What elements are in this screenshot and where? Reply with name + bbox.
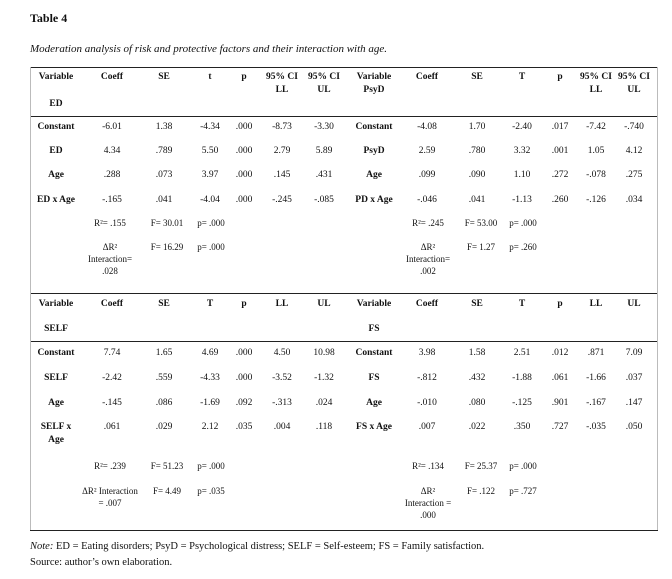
interaction-stat: ΔR² Interaction = .000 — [404, 486, 452, 520]
model-stat: p= .000 — [197, 461, 225, 471]
table-cell: 2.79 — [273, 146, 291, 156]
table-cell: .272 — [551, 170, 569, 180]
table-cell: .000 — [235, 170, 253, 180]
model-stat: p= .000 — [509, 461, 537, 471]
table-cell: 1.38 — [155, 122, 173, 132]
interaction-stat: F= .122 — [466, 486, 496, 496]
table-cell: .118 — [315, 422, 333, 432]
table-note — [30, 541, 484, 552]
table-cell: .789 — [155, 146, 173, 156]
row-label: Age — [48, 398, 64, 408]
column-header: SE — [471, 72, 483, 82]
row-label: FS — [368, 373, 380, 383]
table-cell: .260 — [551, 195, 569, 205]
table-cell: -.812 — [417, 373, 437, 383]
row-label: PD x Age — [355, 195, 393, 205]
interaction-stat: ΔR² Interaction= .028 — [87, 242, 133, 276]
table-cell: -3.52 — [272, 373, 292, 383]
table-rule — [30, 530, 658, 531]
note-label: Note: — [30, 541, 54, 552]
table-cell: -4.08 — [417, 122, 437, 132]
table-cell: 1.05 — [587, 146, 605, 156]
table-cell: .034 — [625, 195, 643, 205]
column-header: Coeff — [415, 72, 439, 82]
table-cell: .901 — [551, 398, 569, 408]
column-header: 95% CI LL — [580, 72, 612, 95]
table-cell: .090 — [468, 170, 486, 180]
table-cell: -1.69 — [200, 398, 220, 408]
table-cell: .147 — [625, 398, 643, 408]
interaction-stat: p= .260 — [509, 242, 537, 252]
table-cell: .086 — [155, 398, 173, 408]
table-cell: .432 — [468, 373, 486, 383]
table-cell: .041 — [468, 195, 486, 205]
column-header: LL — [589, 299, 603, 309]
table-cell: 1.65 — [155, 348, 173, 358]
table-caption: Moderation analysis of risk and protective factors and their interaction with age. — [30, 43, 388, 55]
column-header: p — [241, 72, 247, 82]
interaction-stat: ΔR² Interaction = .007 — [82, 486, 138, 508]
table-cell: 2.51 — [513, 348, 531, 358]
table-cell: -2.40 — [512, 122, 532, 132]
table-cell: 4.50 — [273, 348, 291, 358]
table-cell: -4.33 — [200, 373, 220, 383]
table-cell: -.046 — [417, 195, 437, 205]
interaction-stat: p= .035 — [197, 486, 225, 496]
table-cell: 5.89 — [315, 146, 333, 156]
column-header: SE — [158, 299, 170, 309]
table-cell: .780 — [468, 146, 486, 156]
table-cell: 1.10 — [513, 170, 531, 180]
predictor-subheader: SELF — [44, 324, 68, 334]
table-cell: -.245 — [272, 195, 292, 205]
table-cell: .017 — [551, 122, 569, 132]
model-stat: F= 30.01 — [150, 218, 184, 228]
table-cell: .080 — [468, 398, 486, 408]
column-header: Coeff — [415, 299, 439, 309]
table-cell: -.125 — [512, 398, 532, 408]
row-label: Constant — [355, 348, 393, 358]
table-cell: .024 — [315, 398, 333, 408]
column-header: p — [241, 299, 247, 309]
table-cell: .000 — [235, 348, 253, 358]
table-cell: -3.30 — [314, 122, 334, 132]
predictor-subheader: FS — [368, 324, 380, 334]
column-header: T — [206, 299, 214, 309]
model-stat: F= 25.37 — [464, 461, 498, 471]
table-cell: 4.12 — [625, 146, 643, 156]
table-cell: 2.12 — [201, 422, 219, 432]
table-cell: 4.34 — [103, 146, 121, 156]
table-cell: .073 — [155, 170, 173, 180]
table-cell: .035 — [235, 422, 253, 432]
table-cell: -.313 — [272, 398, 292, 408]
table-cell: 7.74 — [103, 348, 121, 358]
row-label: PsyD — [363, 146, 385, 156]
table-cell: .092 — [235, 398, 253, 408]
table-cell: -.085 — [314, 195, 334, 205]
table-rule — [30, 116, 658, 117]
table-cell: .022 — [468, 422, 486, 432]
interaction-stat: F= 4.49 — [152, 486, 182, 496]
row-label: SELF — [44, 373, 68, 383]
table-cell: .029 — [155, 422, 173, 432]
model-stat: p= .000 — [197, 218, 225, 228]
table-cell: .288 — [103, 170, 121, 180]
interaction-stat: ΔR² Interaction= .002 — [405, 242, 451, 276]
row-label: FS x Age — [356, 422, 392, 432]
model-stat: R²= .155 — [94, 218, 126, 228]
table-cell: -4.04 — [200, 195, 220, 205]
column-header: T — [518, 299, 526, 309]
column-header: 95% CI LL — [266, 72, 298, 95]
table-cell: -.167 — [586, 398, 606, 408]
table-cell: .727 — [551, 422, 569, 432]
table-cell: -.740 — [624, 122, 644, 132]
table-rule — [30, 341, 658, 342]
column-header: SE — [158, 72, 170, 82]
table-cell: -6.01 — [102, 122, 122, 132]
row-label: Age — [48, 170, 64, 180]
table-cell: .559 — [155, 373, 173, 383]
column-header: 95% CI UL — [308, 72, 340, 95]
column-header: p — [557, 72, 563, 82]
column-header: UL — [627, 299, 641, 309]
note-text: ED = Eating disorders; PsyD = Psychological distress; SELF = Self-esteem; FS = Family satisfaction. — [53, 541, 485, 552]
column-header: p — [557, 299, 563, 309]
model-stat: R²= .245 — [412, 218, 444, 228]
table-title: Table 4 — [30, 11, 68, 25]
table-rule — [30, 67, 658, 68]
table-cell: .037 — [625, 373, 643, 383]
row-label: ED x Age — [37, 195, 75, 205]
model-stat: R²= .134 — [412, 461, 444, 471]
table-cell: .061 — [551, 373, 569, 383]
column-header-variable: Variable — [356, 299, 392, 309]
table-cell: 10.98 — [313, 348, 335, 358]
table-cell: .275 — [625, 170, 643, 180]
table-divider — [30, 67, 31, 530]
model-stat: p= .000 — [509, 218, 537, 228]
table-cell: -1.66 — [586, 373, 606, 383]
table-cell: .000 — [235, 122, 253, 132]
model-stat: R²= .239 — [94, 461, 126, 471]
table-cell: -.078 — [586, 170, 606, 180]
column-header: LL — [275, 299, 289, 309]
table-cell: .050 — [625, 422, 643, 432]
table-cell: .099 — [418, 170, 436, 180]
table-cell: .041 — [155, 195, 173, 205]
table-cell: .000 — [235, 195, 253, 205]
interaction-stat: p= .727 — [509, 486, 537, 496]
table-rule — [30, 293, 658, 294]
table-cell: 3.97 — [201, 170, 219, 180]
table-cell: .004 — [273, 422, 291, 432]
row-label: Constant — [37, 122, 75, 132]
table-cell: 1.58 — [468, 348, 486, 358]
table-cell: 2.59 — [418, 146, 436, 156]
table-divider — [657, 67, 658, 530]
table-cell: .350 — [513, 422, 531, 432]
table-cell: -8.73 — [272, 122, 292, 132]
table-cell: .007 — [418, 422, 436, 432]
model-stat: F= 51.23 — [150, 461, 184, 471]
predictor-subheader: ED — [49, 99, 63, 109]
table-source: Source: author’s own elaboration. — [30, 557, 173, 568]
row-label: Constant — [355, 122, 393, 132]
table-cell: 1.70 — [468, 122, 486, 132]
column-header-variable: Variable — [38, 299, 74, 309]
row-label: ED — [49, 146, 63, 156]
column-header: t — [208, 72, 212, 82]
table-cell: 5.50 — [201, 146, 219, 156]
table-cell: -2.42 — [102, 373, 122, 383]
table-cell: -4.34 — [200, 122, 220, 132]
table-cell: -1.32 — [314, 373, 334, 383]
table-cell: .000 — [235, 146, 253, 156]
column-header: UL — [317, 299, 331, 309]
table-cell: -.126 — [586, 195, 606, 205]
table-cell: 7.09 — [625, 348, 643, 358]
table-cell: .001 — [551, 146, 569, 156]
table-cell: .431 — [315, 170, 333, 180]
table-cell: .012 — [551, 348, 569, 358]
interaction-stat: p= .000 — [197, 242, 225, 252]
table-cell: -1.13 — [512, 195, 532, 205]
table-cell: .000 — [235, 373, 253, 383]
table-cell: -1.88 — [512, 373, 532, 383]
table-cell: -.035 — [586, 422, 606, 432]
column-header-variable: Variable PsyD — [356, 72, 392, 95]
column-header: Coeff — [100, 299, 124, 309]
column-header: Coeff — [100, 72, 124, 82]
table-cell: 4.69 — [201, 348, 219, 358]
row-label: SELF x Age — [40, 422, 72, 445]
row-label: Constant — [37, 348, 75, 358]
interaction-stat: F= 1.27 — [466, 242, 496, 252]
table-cell: -.010 — [417, 398, 437, 408]
table-cell: .871 — [587, 348, 605, 358]
table-cell: 3.98 — [418, 348, 436, 358]
table-cell: 3.32 — [513, 146, 531, 156]
row-label: Age — [366, 170, 382, 180]
table-cell: .145 — [273, 170, 291, 180]
table-cell: -.165 — [102, 195, 122, 205]
table-cell: -.145 — [102, 398, 122, 408]
column-header: SE — [471, 299, 483, 309]
column-header-variable: Variable — [38, 72, 74, 82]
table-cell: .061 — [103, 422, 121, 432]
row-label: Age — [366, 398, 382, 408]
table-cell: -7.42 — [586, 122, 606, 132]
interaction-stat: F= 16.29 — [150, 242, 184, 252]
column-header: T — [518, 72, 526, 82]
model-stat: F= 53.00 — [464, 218, 498, 228]
column-header: 95% CI UL — [618, 72, 650, 95]
